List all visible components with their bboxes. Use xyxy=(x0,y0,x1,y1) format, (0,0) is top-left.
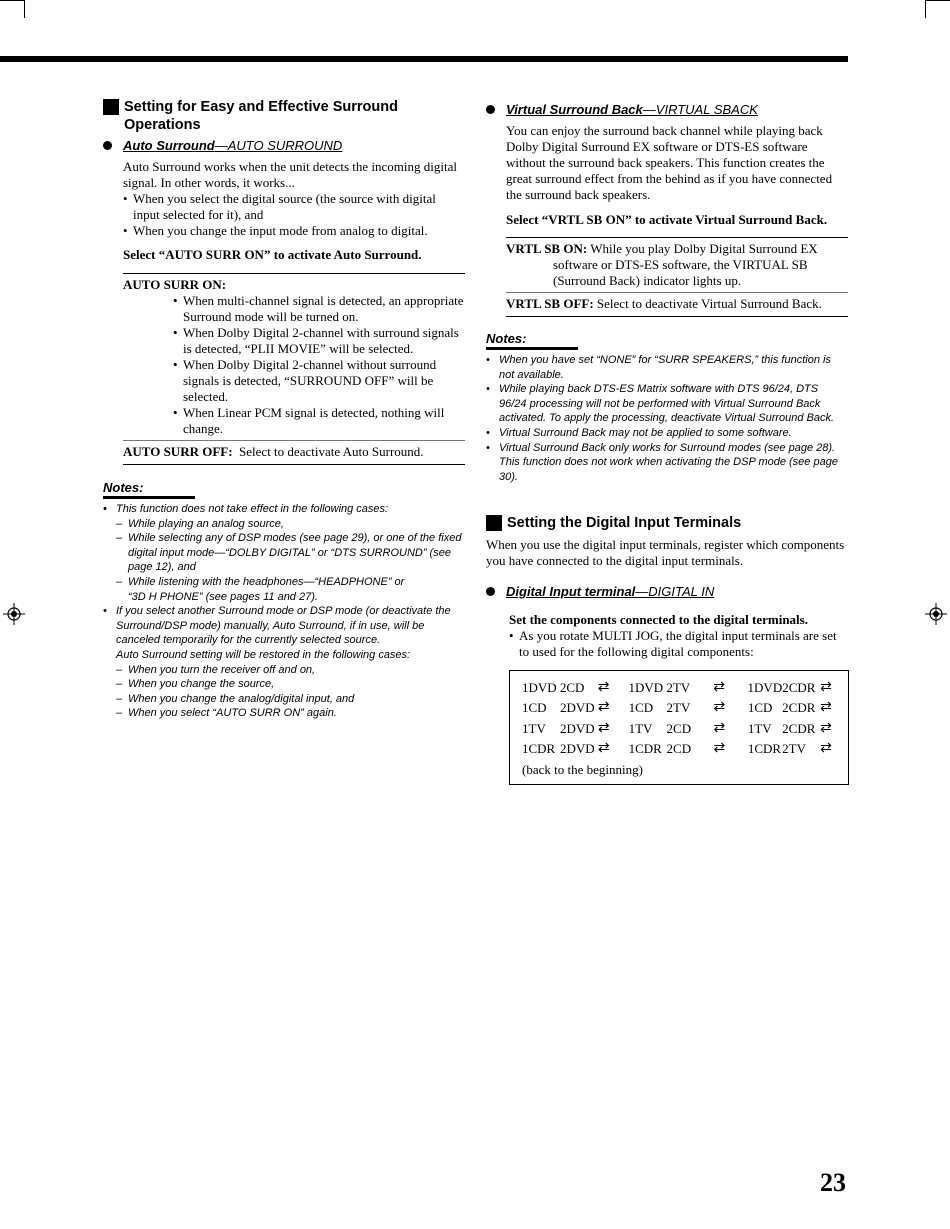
feature-name: Auto Surround xyxy=(123,138,215,153)
registration-mark-icon xyxy=(3,603,25,625)
crop-mark xyxy=(926,0,950,1)
intro-text: You can enjoy the surround back channel while playing back Dolby Digital Surround EX software or DTS-ES software without the surround back speakers. This function creates the great surround effect from the behind as if you have connected the surround back speakers. xyxy=(506,123,833,202)
notes-underline xyxy=(486,347,578,350)
crop-mark xyxy=(24,0,25,18)
feature-code: —DIGITAL IN xyxy=(635,584,715,600)
table-cell: 2DVD xyxy=(559,700,595,716)
table-cell: 2CD xyxy=(559,679,585,695)
table-cell: 1CDR xyxy=(747,741,782,757)
top-rule xyxy=(0,56,848,62)
registration-mark-icon xyxy=(925,603,947,625)
table-cell: 1DVD xyxy=(522,679,557,695)
table-cell: 1CD xyxy=(747,700,773,716)
cycle-arrow-icon: ⇄ xyxy=(713,679,724,695)
note-subitem: – When you change the analog/digital input, and xyxy=(103,692,465,707)
cycle-arrow-icon: ⇄ xyxy=(820,720,831,736)
option-text: While you play Dolby Digital Surround EX software or DTS-ES software, the VIRTUAL SB (Surround Back) indicator lights up. xyxy=(553,241,818,288)
table-row xyxy=(522,718,840,739)
cycle-arrow-icon: ⇄ xyxy=(597,741,609,757)
list-item: • When you select the digital source (the source with digital input selected for it), and xyxy=(123,191,465,223)
crop-mark xyxy=(0,0,24,1)
table-cell: 1CDR xyxy=(522,741,556,757)
list-item: • As you rotate MULTI JOG, the digital input terminals are set to used for the following digital components: xyxy=(509,628,848,660)
feature-name: Virtual Surround Back xyxy=(506,102,643,117)
table-cell: 1TV xyxy=(747,720,772,736)
table-cell: 2TV xyxy=(666,679,691,695)
note-subitem: – While listening with the headphones—“HEADPHONE” or xyxy=(103,575,465,590)
note-subitem: – While playing an analog source, xyxy=(103,517,465,532)
option-label: VRTL SB ON: xyxy=(506,241,588,256)
list-item: • When Dolby Digital 2-channel without surround signals is detected, “SURROUND OFF” will be selected. xyxy=(173,357,465,405)
note-subitem: – When you change the source, xyxy=(103,677,465,692)
option-label: AUTO SURR OFF: xyxy=(123,444,233,459)
intro-text: Auto Surround works when the unit detects the incoming digital signal. In other words, it works... xyxy=(123,159,457,190)
table-cell: 2DVD xyxy=(559,720,595,736)
table-cell: 2CD xyxy=(666,720,692,736)
option-row xyxy=(506,241,848,289)
table-cell: 2CD xyxy=(666,741,692,757)
cycle-arrow-icon: ⇄ xyxy=(820,679,831,695)
note-item: • While playing back DTS-ES Matrix software with DTS 96/24, DTS 96/24 processing will not be performed with Virtual Surround Back activated. To apply the processing, deactivate Virtual Surround Back. xyxy=(486,382,848,426)
digital-in-body xyxy=(509,612,848,785)
option-text: Select to deactivate Auto Surround. xyxy=(239,444,424,459)
intro-text: When you use the digital input terminals, register which components you have connected to the digital input terminals. xyxy=(486,537,845,569)
cycle-arrow-icon: ⇄ xyxy=(597,700,609,716)
table-cell: 1TV xyxy=(628,720,653,736)
digital-cycle-table xyxy=(509,670,849,785)
table-row xyxy=(522,677,840,698)
table-cell: 1DVD xyxy=(747,679,783,695)
note-item: • This function does not take effect in the following cases: xyxy=(103,502,465,517)
table-cell: 2CDR xyxy=(782,679,816,695)
instruction-text: Set the components connected to the digital terminals. xyxy=(509,612,808,628)
list-item: • When you change the input mode from analog to digital. xyxy=(123,223,465,239)
table-cell: 2TV xyxy=(782,741,807,757)
section-heading xyxy=(486,514,848,532)
bullet-dot-icon xyxy=(486,587,495,596)
option-list xyxy=(173,293,465,437)
table-footer: (back to the beginning) xyxy=(522,761,643,777)
option-box xyxy=(123,273,465,465)
right-column xyxy=(486,98,848,785)
table-row xyxy=(522,698,840,719)
bullet-dot-icon xyxy=(103,141,112,150)
auto-surround-heading xyxy=(103,138,465,153)
section-square-icon xyxy=(103,99,119,115)
feature-code: —VIRTUAL SBACK xyxy=(642,102,758,117)
notes-block xyxy=(103,480,465,721)
notes-list xyxy=(103,502,465,721)
table-cell: 2TV xyxy=(666,700,691,716)
table-cell: 1CDR xyxy=(628,741,662,757)
note-item: • When you have set “NONE” for “SURR SPEAKERS,” this function is not available. xyxy=(486,353,848,382)
option-label: AUTO SURR ON: xyxy=(123,277,227,292)
option-box xyxy=(506,237,848,317)
note-item: • Virtual Surround Back only works for Surround modes (see page 28). This function does not work when activating the DSP mode (see page 30). xyxy=(486,441,848,485)
cycle-arrow-icon: ⇄ xyxy=(713,720,725,736)
table-cell: 2CDR xyxy=(782,700,816,716)
table-cell: 1TV xyxy=(522,720,546,736)
instruction-text: Select “AUTO SURR ON” to activate Auto Surround. xyxy=(123,247,422,262)
vsb-body xyxy=(506,123,848,317)
digital-in-heading xyxy=(486,584,848,599)
page-number: 23 xyxy=(820,1168,846,1197)
notes-list xyxy=(486,353,848,484)
notes-title: Notes: xyxy=(103,480,144,495)
option-row xyxy=(123,440,465,460)
note-item: • If you select another Surround mode or DSP mode (or deactivate the Surround/DSP mode) manually, Auto Surround, if in use, will be canceled temporarily for the currently selected source. xyxy=(103,604,465,648)
table-cell: 1CD xyxy=(628,700,654,716)
crop-mark xyxy=(925,0,926,18)
note-subitem: – While selecting any of DSP modes (see page 29), or one of the fixed digital input mode—“DOLBY DIGITAL” or “DTS SURROUND” (see page 12), and xyxy=(103,531,465,575)
table-cell: 1DVD xyxy=(628,679,664,695)
section-square-icon xyxy=(486,515,502,531)
note-subitem: – When you turn the receiver off and on, xyxy=(103,663,465,678)
note-subitem: – When you select “AUTO SURR ON” again. xyxy=(103,706,465,721)
table-cell: 2DVD xyxy=(559,741,595,757)
section-title: Setting the Digital Input Terminals xyxy=(507,515,742,532)
cycle-arrow-icon: ⇄ xyxy=(713,700,725,716)
cycle-arrow-icon: ⇄ xyxy=(713,741,725,757)
notes-underline xyxy=(103,496,195,499)
auto-surround-body xyxy=(123,159,465,465)
vsb-heading xyxy=(486,102,848,117)
option-text: Select to deactivate Virtual Surround Back. xyxy=(596,296,822,311)
section-title: Setting for Easy and Effective Surround Operations xyxy=(124,99,398,133)
table-cell: 1CD xyxy=(522,700,547,716)
table-row xyxy=(522,739,840,760)
option-label: VRTL SB OFF: xyxy=(506,296,594,311)
list-item: • When Linear PCM signal is detected, nothing will change. xyxy=(173,405,465,437)
notes-title: Notes: xyxy=(486,331,527,346)
cycle-arrow-icon: ⇄ xyxy=(820,700,831,716)
cycle-arrow-icon: ⇄ xyxy=(597,720,609,736)
list-item: • When multi-channel signal is detected, an appropriate Surround mode will be turned on. xyxy=(173,293,465,325)
option-row xyxy=(506,292,848,312)
note-subitem-cont: “3D H PHONE” (see pages 11 and 27). xyxy=(128,590,318,603)
cycle-arrow-icon: ⇄ xyxy=(597,679,609,695)
table-cell: 2CDR xyxy=(782,720,816,736)
list-item: • When Dolby Digital 2-channel with surround signals is detected, “PLII MOVIE” will be selected. xyxy=(173,325,465,357)
note-item: • Virtual Surround Back may not be applied to some software. xyxy=(486,426,848,441)
note-item-cont: Auto Surround setting will be restored in the following cases: xyxy=(116,648,411,661)
notes-block xyxy=(486,331,848,484)
section-heading xyxy=(103,98,465,134)
cycle-arrow-icon: ⇄ xyxy=(820,741,831,757)
bullet-dot-icon xyxy=(486,105,495,114)
feature-name: Digital Input terminal xyxy=(506,584,636,600)
left-column xyxy=(103,98,465,721)
feature-code: —AUTO SURROUND xyxy=(214,138,343,153)
instruction-text: Select “VRTL SB ON” to activate Virtual Surround Back. xyxy=(506,212,828,227)
